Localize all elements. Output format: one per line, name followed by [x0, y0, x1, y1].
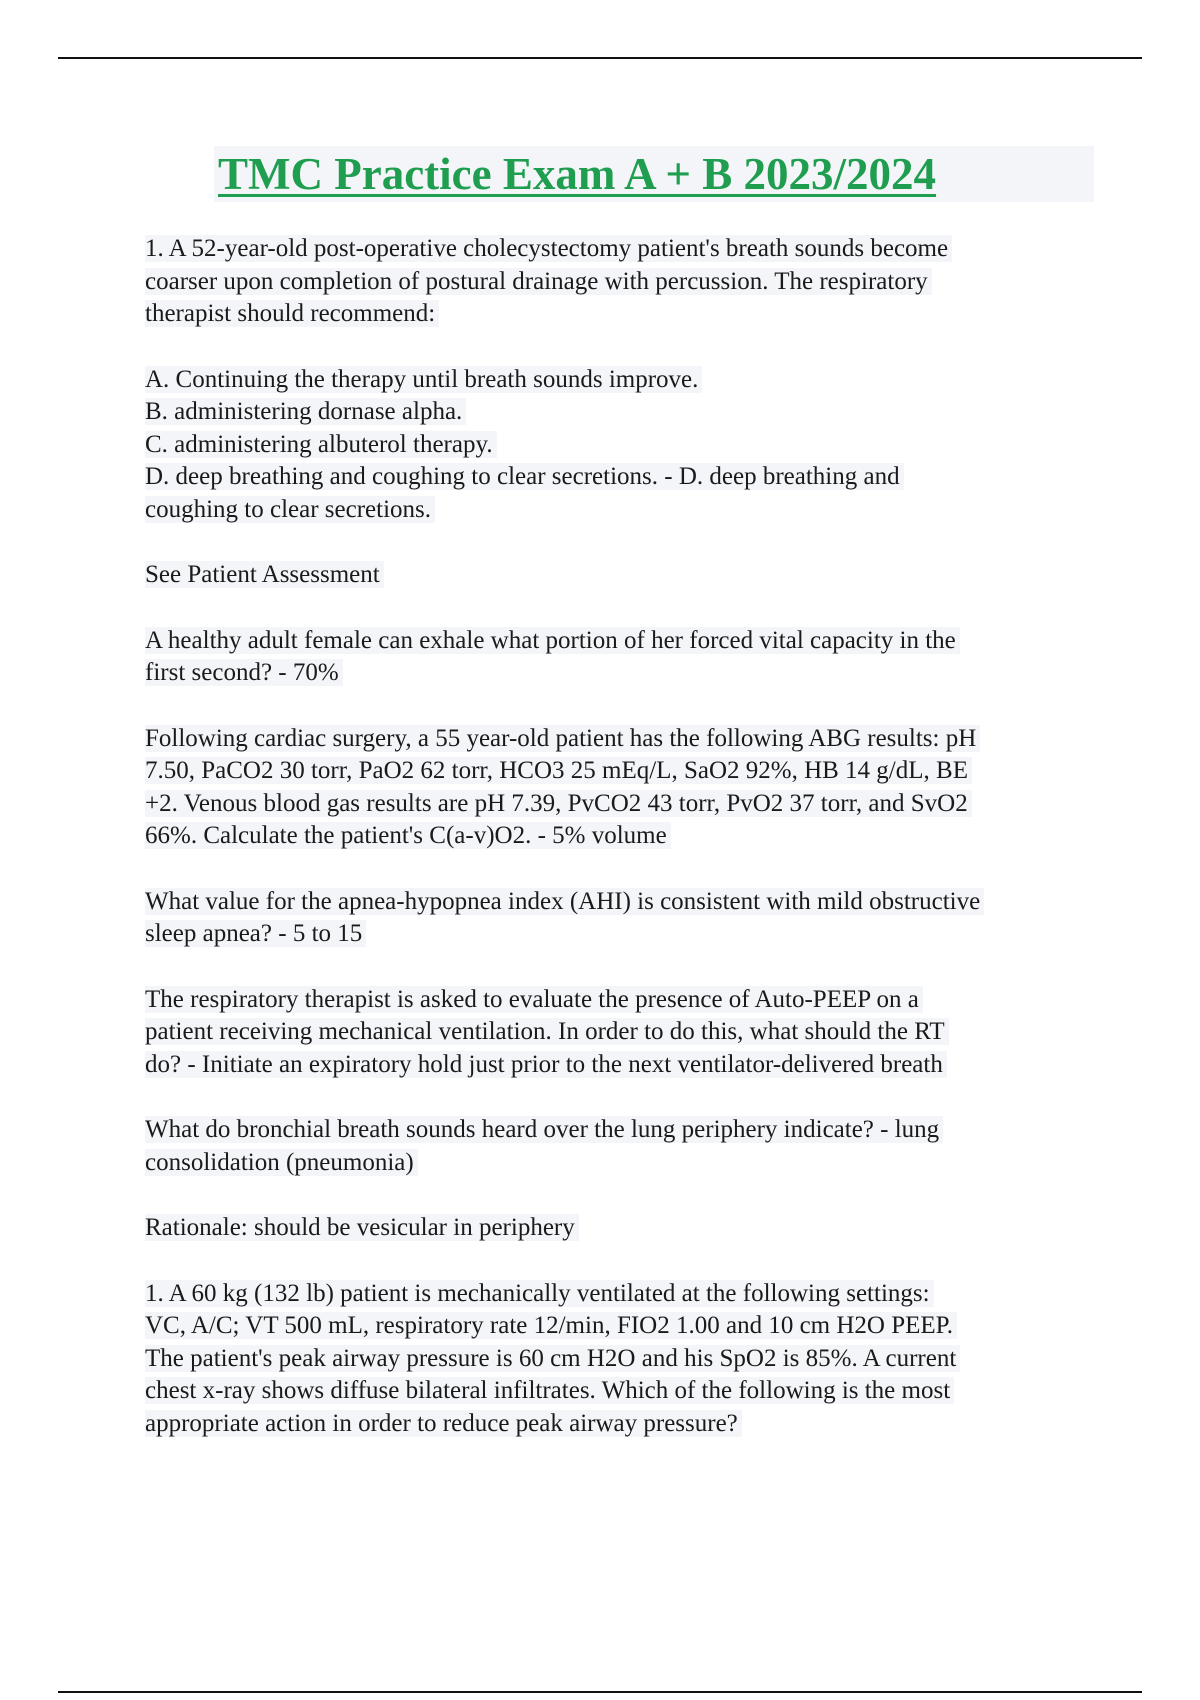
question-block [145, 625, 1095, 690]
text-line: do? - Initiate an expiratory hold just prior to the next ventilator-delivered breath [145, 1051, 947, 1078]
text-line: A healthy adult female can exhale what portion of her forced vital capacity in the [145, 627, 960, 654]
option-a: A. Continuing the therapy until breath sounds improve. [145, 366, 702, 393]
option-c: C. administering albuterol therapy. [145, 431, 497, 458]
answer-options [145, 364, 1095, 527]
text-line: appropriate action in order to reduce peak airway pressure? [145, 1410, 742, 1437]
question-block [145, 1114, 1095, 1179]
header-rule [58, 57, 1142, 59]
text-line: What value for the apnea-hypopnea index (AHI) is consistent with mild obstructive [145, 888, 984, 915]
question-block [145, 723, 1095, 853]
document-body [145, 233, 1095, 1473]
text-line: See Patient Assessment [145, 561, 384, 588]
question-block [145, 233, 1095, 331]
text-line: chest x-ray shows diffuse bilateral infiltrates. Which of the following is the most [145, 1377, 954, 1404]
text-line: 66%. Calculate the patient's C(a-v)O2. - 5% volume [145, 822, 671, 849]
text-line: The respiratory therapist is asked to evaluate the presence of Auto-PEEP on a [145, 986, 923, 1013]
text-line: The patient's peak airway pressure is 60 cm H2O and his SpO2 is 85%. A current [145, 1345, 960, 1372]
question-block [145, 1278, 1095, 1441]
text-line: What do bronchial breath sounds heard over the lung periphery indicate? - lung [145, 1116, 943, 1143]
question-block [145, 886, 1095, 951]
text-line: consolidation (pneumonia) [145, 1149, 418, 1176]
rationale-note [145, 1212, 1095, 1245]
text-line: Rationale: should be vesicular in periphery [145, 1214, 579, 1241]
question-block [145, 984, 1095, 1082]
reference-note [145, 559, 1095, 592]
text-line: 7.50, PaCO2 30 torr, PaO2 62 torr, HCO3 25 mEq/L, SaO2 92%, HB 14 g/dL, BE [145, 757, 972, 784]
footer-rule [58, 1691, 1142, 1693]
text-line: Following cardiac surgery, a 55 year-old patient has the following ABG results: pH [145, 725, 980, 752]
text-line: first second? - 70% [145, 659, 343, 686]
text-line: 1. A 60 kg (132 lb) patient is mechanically ventilated at the following settings: [145, 1280, 934, 1307]
text-line: +2. Venous blood gas results are pH 7.39, PvCO2 43 torr, PvO2 37 torr, and SvO2 [145, 790, 972, 817]
option-d: D. deep breathing and coughing to clear secretions. - D. deep breathing and [145, 463, 904, 490]
text-line: coarser upon completion of postural drainage with percussion. The respiratory [145, 268, 932, 295]
option-b: B. administering dornase alpha. [145, 398, 466, 425]
text-line: 1. A 52-year-old post-operative cholecystectomy patient's breath sounds become [145, 235, 952, 262]
text-line: coughing to clear secretions. [145, 496, 435, 523]
text-line: VC, A/C; VT 500 mL, respiratory rate 12/min, FIO2 1.00 and 10 cm H2O PEEP. [145, 1312, 957, 1339]
document-title: TMC Practice Exam A + B 2023/2024 [218, 149, 937, 199]
text-line: therapist should recommend: [145, 300, 439, 327]
text-line: patient receiving mechanical ventilation. In order to do this, what should the RT [145, 1018, 949, 1045]
text-line: sleep apnea? - 5 to 15 [145, 920, 366, 947]
